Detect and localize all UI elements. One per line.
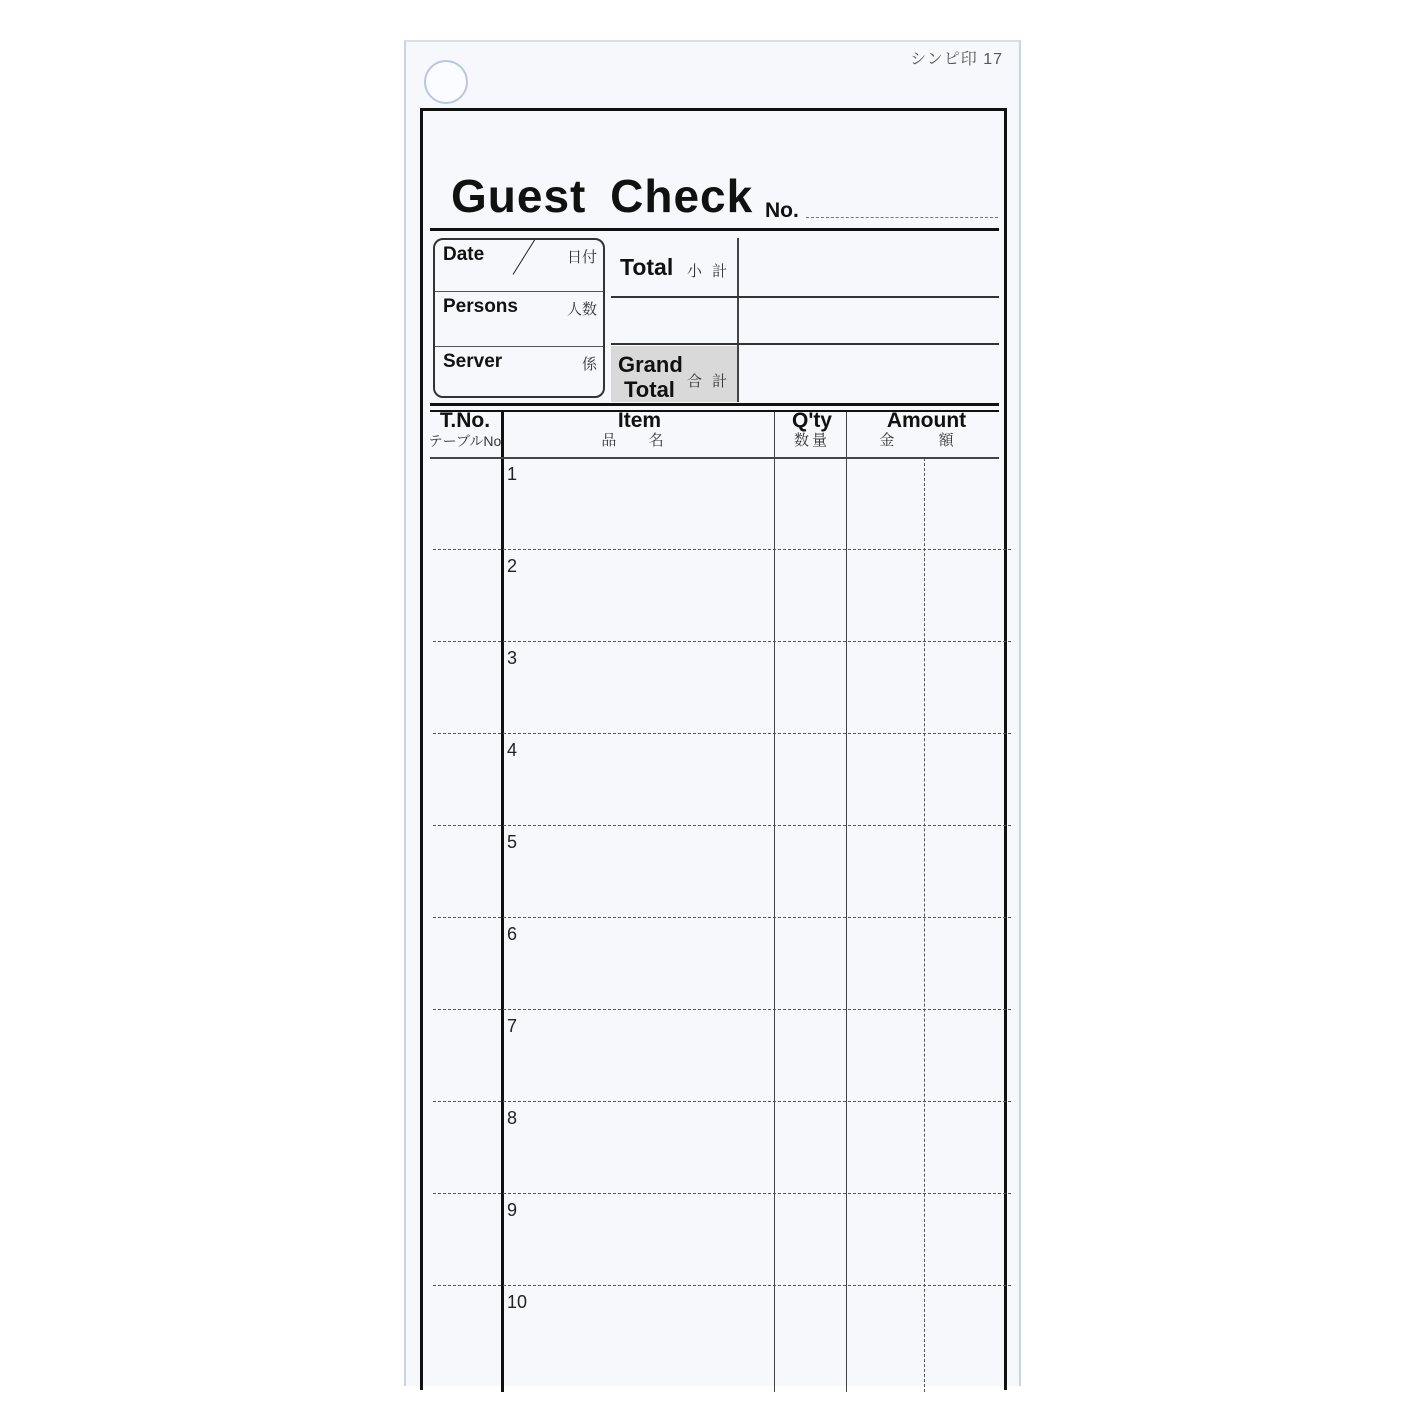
check-number-label: No. xyxy=(765,199,799,222)
total-label: Total xyxy=(620,254,674,280)
row-number: 8 xyxy=(507,1108,518,1128)
row-number: 6 xyxy=(507,924,518,944)
row-number: 4 xyxy=(507,740,518,760)
date-label: Date xyxy=(443,244,485,265)
totals-area xyxy=(611,238,999,403)
column-header-table-no: T.No. テーブルNo xyxy=(428,409,502,449)
grand-total-value-field[interactable] xyxy=(739,345,999,402)
row-number: 10 xyxy=(507,1292,528,1312)
date-field[interactable] xyxy=(435,240,603,292)
total-value-field[interactable] xyxy=(739,238,999,296)
row-number: 2 xyxy=(507,556,518,576)
grand-total-label-jp: 合 計 xyxy=(687,373,731,390)
grand-total-label-line1: Grand xyxy=(618,352,683,377)
form-title: Guest Check xyxy=(451,170,754,222)
subtotal-extra-field[interactable] xyxy=(739,298,999,343)
column-header-amount: Amount 金 額 xyxy=(879,409,974,449)
row-number: 9 xyxy=(507,1200,518,1220)
title-rule xyxy=(430,228,999,231)
date-label-jp: 日付 xyxy=(566,249,597,266)
server-field[interactable] xyxy=(435,347,603,398)
row-number: 7 xyxy=(507,1016,518,1036)
row-number: 3 xyxy=(507,648,518,668)
persons-field[interactable] xyxy=(435,292,603,347)
grand-total-label-line2: Total xyxy=(624,377,675,402)
persons-label-jp: 人数 xyxy=(566,301,597,318)
column-header-item: Item 品 名 xyxy=(601,409,678,449)
row-number: 5 xyxy=(507,832,518,852)
column-header-quantity: Q'ty 数量 xyxy=(791,409,832,449)
check-number-field[interactable] xyxy=(806,217,998,218)
info-box xyxy=(433,238,605,398)
server-label-jp: 係 xyxy=(581,356,597,373)
header-rule-top xyxy=(430,403,999,406)
form-frame xyxy=(420,108,1007,1390)
persons-label: Persons xyxy=(443,296,518,317)
date-slash xyxy=(513,239,536,275)
total-label-jp: 小 計 xyxy=(687,263,731,280)
row-number: 1 xyxy=(507,464,518,484)
guest-check-sheet xyxy=(404,40,1021,1386)
server-label: Server xyxy=(443,351,503,372)
punch-hole xyxy=(424,60,468,104)
maker-mark: シンピ印 17 xyxy=(910,51,1003,68)
